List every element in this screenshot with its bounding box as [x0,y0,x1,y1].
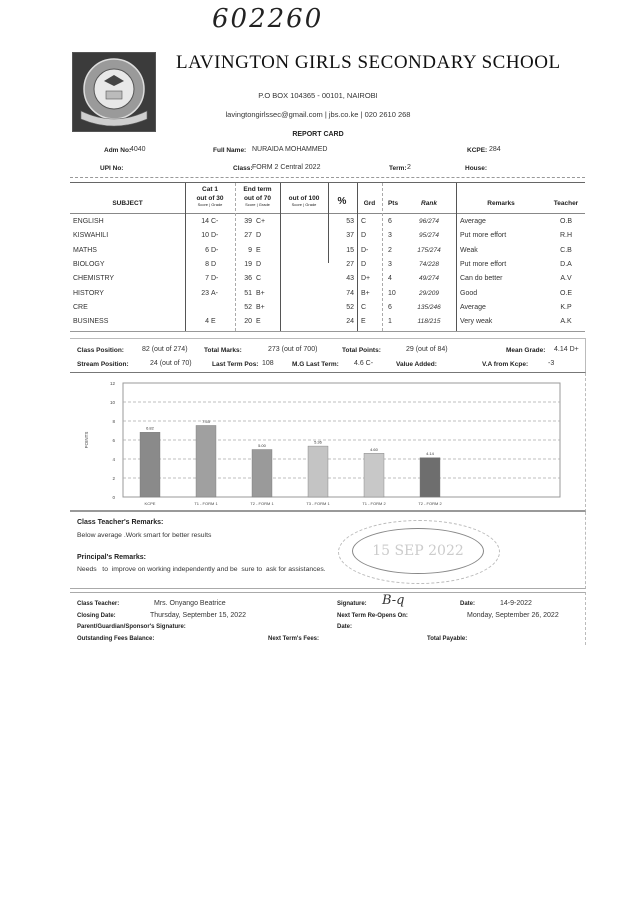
cell-cat-score: 6 [205,246,209,254]
header-cat1-sub: Score | Grade [197,202,223,207]
cell-remarks: Put more effort [460,260,507,268]
principal-remarks-label: Principal's Remarks: [77,554,146,561]
bar-value-label: 5.00 [258,443,266,448]
mg-last-term-label: M.G Last Term: [292,361,339,368]
cell-end-score: 36 [244,275,252,283]
cell-cat-score: 7 [205,275,209,283]
y-axis-label: POINTS [84,431,89,449]
cell-pts: 6 [388,218,392,225]
total-marks-value: 273 (out of 700) [268,346,318,353]
cell-pts: 3 [388,260,392,268]
cell-remarks: Average [460,218,486,225]
x-tick-label: T1 - FORM 1 [194,501,218,506]
cell-cat-grade: D- [211,246,219,254]
class-label: Class: [233,165,253,172]
mean-grade-label: Mean Grade: [506,347,546,354]
cell-cat-score: 8 [205,260,209,268]
header-total-sub: Score | Grade [291,202,317,207]
header-percent: % [337,196,347,207]
cell-end-score: 19 [244,260,252,268]
stream-position-value: 24 (out of 70) [150,360,192,367]
table-row [70,216,585,230]
cell-subject: BUSINESS [73,318,109,326]
handwritten-reference-number: 602260 [212,4,324,34]
cell-end-grade: B+ [256,303,265,311]
reopen-label: Next Term Re-Opens On: [337,613,408,619]
cell-remarks: Good [460,289,478,297]
cell-pct: 53 [346,218,354,225]
term-label: Term: [389,165,407,172]
cell-end-score: 9 [248,246,252,254]
cell-subject: BIOLOGY [73,260,105,268]
x-tick-label: KCPE [144,501,156,506]
value-added-label: Value Added: [396,361,437,368]
header-teacher: Teacher [553,200,579,207]
signature-label: Signature: [337,601,367,607]
parent-date-label: Date: [337,624,353,630]
document-title: REPORT CARD [292,131,344,138]
y-tick-label: 6 [112,438,115,443]
cell-cat-score: 14 [201,218,209,225]
teacher-signature: B-q [382,593,405,608]
summary-panel [70,338,586,373]
y-tick-label: 0 [112,495,115,500]
next-term-fees-label: Next Term's Fees: [268,636,320,642]
cell-subject: KISWAHILI [73,232,109,240]
footer-panel [70,592,586,645]
cell-end-grade: D [256,260,262,268]
bar [252,450,272,498]
y-tick-label: 2 [112,476,115,481]
bar-value-label: 4.60 [370,446,378,452]
cell-pts: 4 [388,275,392,283]
class-value: FORM 2 Central 2022 [252,164,321,171]
cell-grd: D [361,260,367,268]
header-total [280,195,328,207]
cell-pct: 15 [346,246,354,254]
y-tick-label: 8 [112,419,115,424]
cell-rank: 29/209 [419,289,439,297]
cell-pct: 43 [346,275,354,283]
table-row [70,316,585,330]
cell-teacher: O.E [559,289,573,297]
fees-balance-label: Outstanding Fees Balance: [77,636,155,642]
bar-value-label: 7.53 [202,418,210,424]
cell-subject: HISTORY [73,289,104,297]
cell-cat-grade: D [211,260,217,268]
cell-pct: 74 [346,289,354,297]
bar [308,446,328,497]
performance-chart [70,373,586,512]
date-label: Date: [460,601,476,607]
total-points-value: 29 (out of 84) [406,346,448,353]
table-row [70,259,585,273]
table-row [70,302,585,316]
cell-subject: MATHS [73,246,97,254]
cell-pct: 37 [346,232,354,240]
class-teacher-remarks-text: Below average .Work smart for better results [77,532,212,539]
cell-rank: 96/274 [419,218,439,225]
class-position-label: Class Position: [77,347,124,354]
cell-subject: ENGLISH [73,218,104,225]
last-term-pos-label: Last Term Pos: [212,361,259,368]
adm-no-label: Adm No: [104,147,132,154]
cell-pct: 27 [346,260,354,268]
cell-remarks: Average [460,303,486,311]
full-name-value: NURAIDA MOHAMMED [252,146,328,153]
bar [140,432,160,497]
cell-teacher: D.A [560,260,572,268]
cell-pts: 2 [388,246,392,254]
cell-remarks: Very weak [460,318,493,326]
total-marks-label: Total Marks: [204,347,242,354]
class-teacher-label: Class Teacher: [77,601,120,607]
subjects-table [70,182,585,332]
header-rank: Rank [421,200,437,207]
header-total-out: out of 100 [288,195,320,202]
class-position-value: 82 (out of 274) [142,346,188,353]
cell-pts: 6 [388,303,392,311]
bar [196,425,216,497]
cell-end-grade: E [256,318,261,326]
cell-rank: 175/274 [417,246,441,254]
x-tick-label: T2 - FORM 1 [250,501,274,506]
cell-end-score: 20 [244,318,252,326]
principal-remarks-text: Needs to improve on working independently and be sure to ask for assistances. [77,566,326,573]
cell-pts: 10 [388,289,396,297]
cell-pts: 3 [388,232,392,240]
y-tick-label: 4 [112,457,115,462]
divider [70,177,585,178]
header-endterm [235,186,280,207]
x-tick-label: T1 - FORM 2 [362,501,386,506]
full-name-label: Full Name: [213,147,247,154]
cell-remarks: Put more effort [460,232,507,240]
bar-chart [70,373,585,508]
closing-date-label: Closing Date: [77,613,116,619]
cell-rank: 49/274 [419,275,439,283]
school-address: P.O BOX 104365 - 00101, NAIROBI [258,91,378,100]
cell-end-score: 51 [244,289,252,297]
cell-end-score: 39 [244,218,252,225]
class-teacher-value: Mrs. Onyango Beatrice [154,600,226,607]
cell-grd: D [361,232,367,240]
cell-remarks: Weak [460,246,478,254]
bar-value-label: 5.36 [314,439,322,445]
last-term-pos-value: 108 [262,360,274,367]
cell-grd: D+ [361,275,371,283]
header-subject: SUBJECT [112,200,143,207]
cell-grd: C [361,218,367,225]
parent-signature-label: Parent/Guardian/Sponsor's Signature: [77,624,186,630]
cell-cat-grade: D- [211,275,219,283]
school-name: LAVINGTON GIRLS SECONDARY SCHOOL [176,52,561,73]
cell-grd: C [361,303,367,311]
cell-pct: 24 [346,318,354,326]
remarks-panel [70,512,586,589]
va-kcpe-label: V.A from Kcpe: [482,361,529,368]
cell-grd: E [361,318,366,326]
table-row [70,288,585,302]
cell-teacher: C.B [560,246,572,254]
bar-value-label: 6.82 [146,425,154,431]
date-value: 14-9-2022 [500,600,532,607]
mean-grade-value: 4.14 D+ [554,346,579,353]
bar [364,453,384,497]
header-cat1-out: out of 30 [196,195,224,202]
term-value: 2 [407,164,411,171]
cell-end-grade: D [256,232,262,240]
house-label: House: [465,165,488,172]
stamp-date: 15 SEP 2022 [352,528,484,574]
header-endterm-out: out of 70 [243,195,272,202]
table-row [70,245,585,259]
cell-teacher: R.H [559,232,573,240]
cell-cat-grade: C- [211,218,219,225]
cell-cat-score: 23 [201,289,209,297]
header-grade: Grd [363,200,376,207]
cell-cat-grade: A- [211,289,218,297]
total-payable-label: Total Payable: [427,636,468,642]
kcpe-label: KCPE: [467,147,488,154]
y-tick-label: 12 [109,381,115,386]
cell-teacher: A.V [560,275,572,283]
cell-rank: 135/246 [417,303,441,311]
school-contacts: lavingtongirlssec@gmail.com | jbs.co.ke | 020 2610 268 [225,110,411,119]
cell-rank: 95/274 [419,232,439,240]
cell-cat-score: 10 [201,232,209,240]
table-row [70,230,585,244]
cell-subject: CHEMISTRY [73,275,115,283]
cell-end-grade: C [256,275,262,283]
x-tick-label: T3 - FORM 1 [306,501,330,506]
cell-teacher: O.B [559,218,573,225]
cell-rank: 118/215 [417,318,441,326]
total-points-label: Total Points: [342,347,381,354]
cell-teacher: K.P [560,303,572,311]
header-cat1 [185,186,235,207]
bar [420,458,440,497]
cell-grd: D- [361,246,369,254]
header-endterm-sub: Score | Grade [245,202,270,207]
mg-last-term-value: 4.6 C- [354,360,374,367]
cell-end-score: 52 [244,303,252,311]
kcpe-value: 284 [489,146,501,153]
cell-end-grade: C+ [256,218,266,225]
cell-cat-score: 4 [205,318,209,326]
cell-cat-grade: E [211,318,216,326]
class-teacher-remarks-label: Class Teacher's Remarks: [77,519,164,526]
cell-remarks: Can do better [460,275,503,283]
stream-position-label: Stream Position: [77,361,129,368]
cell-rank: 74/228 [419,260,439,268]
reopen-value: Monday, September 26, 2022 [467,612,559,619]
y-tick-label: 10 [109,400,115,405]
cell-pts: 1 [388,318,392,326]
cell-subject: CRE [73,303,88,311]
x-tick-label: T2 - FORM 2 [418,501,442,506]
cell-end-score: 27 [244,232,252,240]
cell-pct: 52 [346,303,354,311]
va-kcpe-value: -3 [548,360,555,367]
header-remarks: Remarks [487,200,515,207]
adm-no-value: 4040 [130,146,146,153]
cell-cat-grade: D- [211,232,219,240]
header-points: Pts [387,200,399,207]
cell-grd: B+ [361,289,370,297]
header-endterm-title: End term [243,186,272,193]
cell-end-grade: E [256,246,261,254]
table-row [70,273,585,287]
bar-value-label: 4.14 [426,451,434,457]
cell-teacher: A.K [560,318,572,326]
header-cat1-title: Cat 1 [202,186,218,193]
closing-date-value: Thursday, September 15, 2022 [150,612,246,619]
cell-end-grade: B+ [256,289,265,297]
upi-no-label: UPI No: [100,165,124,172]
